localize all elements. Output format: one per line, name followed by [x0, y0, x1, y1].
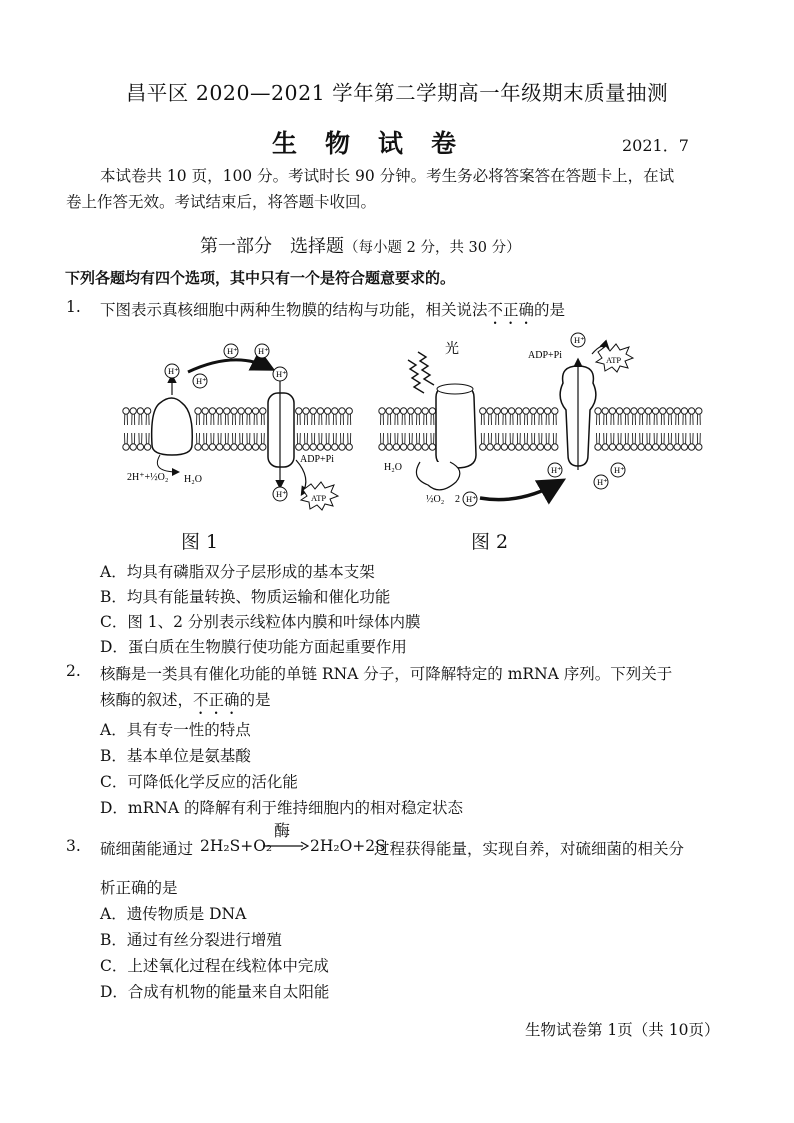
- option-d[interactable]: D．合成有机物的能量来自太阳能: [100, 983, 330, 1001]
- option-c[interactable]: C．上述氧化过程在线粒体中完成: [100, 957, 329, 975]
- question-stem-line-2: 析正确的是: [100, 879, 178, 897]
- section-note: （每小题 2 分，共 30 分）: [344, 240, 521, 256]
- question-stem-line-1: 核酶是一类具有催化功能的单链 RNA 分子，可降解特定的 mRNA 序列。下列关于: [100, 665, 673, 683]
- phospholipid: [552, 408, 558, 425]
- phospholipid: [609, 433, 615, 450]
- phospholipid: [408, 433, 414, 450]
- light-ray-icon: [408, 360, 424, 393]
- proton-markers-2: [548, 463, 625, 489]
- subject-title: 生物试卷: [272, 129, 485, 158]
- phospholipid: [537, 433, 543, 450]
- exam-title: 昌平区 2020—2021 学年第二学期高一年级期末质量抽测: [125, 81, 669, 105]
- phospholipid: [386, 433, 392, 450]
- hplus-label: H⁺: [574, 335, 585, 345]
- phospholipid: [688, 433, 694, 450]
- question-number: 2.: [66, 662, 81, 680]
- phospholipid: [137, 433, 143, 450]
- photosystem-protein: [436, 385, 476, 468]
- stem-text: 核酶的叙述，: [100, 691, 194, 709]
- phospholipid: [202, 408, 208, 425]
- phospholipid: [624, 408, 630, 425]
- atp-synthase-1: [268, 393, 294, 467]
- phospholipid: [245, 408, 251, 425]
- phospholipid: [638, 408, 644, 425]
- exam-date: 2021．7: [622, 136, 689, 155]
- hplus-label: H⁺: [227, 346, 238, 356]
- phospholipid: [260, 408, 266, 425]
- phospholipid: [195, 408, 201, 425]
- phospholipid: [616, 433, 622, 450]
- phospholipid: [422, 433, 428, 450]
- section-instruction: 下列各题均有四个选项，其中只有一个是符合题意要求的。: [65, 269, 456, 287]
- phospholipid: [324, 408, 330, 425]
- phospholipid: [400, 433, 406, 450]
- phospholipid: [209, 408, 215, 425]
- question-number: 1.: [66, 298, 81, 316]
- hplus-label: H⁺: [597, 477, 608, 487]
- phospholipid: [681, 408, 687, 425]
- phospholipid: [688, 408, 694, 425]
- option-c[interactable]: C．可降低化学反应的活化能: [100, 773, 298, 791]
- phospholipid: [324, 433, 330, 450]
- phospholipid: [523, 433, 529, 450]
- phospholipid: [660, 433, 666, 450]
- phospholipid: [209, 433, 215, 450]
- phospholipid: [487, 408, 493, 425]
- phospholipid: [624, 433, 630, 450]
- adp-pi-label-2: ADP+Pi: [528, 350, 562, 361]
- reaction-arrow-icon: [263, 840, 309, 852]
- light-label: 光: [445, 342, 459, 357]
- hplus-label: H⁺: [258, 346, 269, 356]
- phospholipid: [332, 433, 338, 450]
- intro-line-2: 卷上作答无效。考试结束后，将答题卡收回。: [66, 193, 377, 211]
- phospholipid: [393, 433, 399, 450]
- phospholipid: [346, 433, 352, 450]
- oxygen-label-2: ½O₂: [426, 494, 445, 505]
- phospholipid: [137, 408, 143, 425]
- phospholipid: [602, 433, 608, 450]
- phospholipid: [652, 433, 658, 450]
- hplus-label: H⁺: [196, 376, 207, 386]
- phospholipid: [696, 433, 702, 450]
- option-d[interactable]: D．mRNA 的降解有利于维持细胞内的相对稳定状态: [100, 799, 463, 817]
- figure-2-label: 图 2: [471, 531, 509, 553]
- hplus-label: H⁺: [168, 366, 179, 376]
- figure-1-label: 图 1: [181, 531, 219, 553]
- phospholipid: [245, 433, 251, 450]
- phospholipid: [296, 408, 302, 425]
- phospholipid: [393, 408, 399, 425]
- phospholipid: [252, 408, 258, 425]
- phospholipid: [144, 408, 150, 425]
- atp-label-1: ATP: [311, 493, 327, 503]
- phospholipid: [216, 408, 222, 425]
- option-a[interactable]: A．具有专一性的特点: [100, 721, 251, 739]
- phospholipid: [130, 433, 136, 450]
- phospholipid: [346, 408, 352, 425]
- phospholipid: [260, 433, 266, 450]
- option-a[interactable]: A．均具有磷脂双分子层形成的基本支架: [100, 563, 375, 581]
- phospholipid: [310, 433, 316, 450]
- phospholipid: [415, 433, 421, 450]
- phospholipid: [195, 433, 201, 450]
- adp-pi-label-1: ADP+Pi: [300, 454, 334, 465]
- phospholipid: [674, 433, 680, 450]
- phospholipid: [224, 433, 230, 450]
- hplus-label: H⁺: [276, 369, 287, 379]
- phospholipid: [386, 408, 392, 425]
- phospholipid: [530, 408, 536, 425]
- phospholipid: [480, 408, 486, 425]
- phospholipid: [408, 408, 414, 425]
- intro-line-1: 本试卷共 10 页，100 分。考试时长 90 分钟。考生务必将答案答在答题卡上，在试: [100, 167, 675, 185]
- stem-text-end: 的是: [239, 691, 271, 709]
- equation-left: 2H₂S+O₂: [200, 837, 273, 855]
- phospholipid: [516, 408, 522, 425]
- phospholipid: [516, 433, 522, 450]
- stem-text-end: 的是: [534, 301, 566, 319]
- phospholipid: [645, 408, 651, 425]
- phospholipid: [310, 408, 316, 425]
- phospholipid: [667, 408, 673, 425]
- phospholipid: [303, 408, 309, 425]
- phospholipid: [252, 433, 258, 450]
- phospholipid: [480, 433, 486, 450]
- water-label-1: H₂O: [184, 474, 202, 485]
- phospholipid: [487, 433, 493, 450]
- water-label-2: H₂O: [384, 462, 402, 473]
- phospholipid: [238, 433, 244, 450]
- light-ray-icon: [418, 352, 434, 385]
- phospholipid: [544, 433, 550, 450]
- phospholipid: [595, 433, 601, 450]
- phospholipid: [202, 433, 208, 450]
- option-b[interactable]: B．均具有能量转换、物质运输和催化功能: [100, 588, 391, 606]
- phospholipid: [696, 408, 702, 425]
- stem-text: 下图表示真核细胞中两种生物膜的结构与功能，相关说法: [100, 301, 488, 319]
- phospholipid: [303, 433, 309, 450]
- phospholipid: [530, 433, 536, 450]
- phospholipid: [501, 408, 507, 425]
- phospholipid: [317, 408, 323, 425]
- option-d[interactable]: D．蛋白质在生物膜行使功能方面起重要作用: [100, 638, 407, 656]
- question-number: 3.: [66, 837, 81, 855]
- hplus-label: H⁺: [614, 465, 625, 475]
- phospholipid: [238, 408, 244, 425]
- question-stem-line-2: [100, 688, 271, 718]
- phospholipid: [631, 433, 637, 450]
- membrane-diagrams: [0, 0, 794, 560]
- phospholipid: [296, 433, 302, 450]
- phospholipid: [552, 433, 558, 450]
- electron-transport-protein: [152, 398, 193, 455]
- phospholipid: [616, 408, 622, 425]
- phospholipid: [317, 433, 323, 450]
- enzyme-label: 酶: [274, 821, 291, 840]
- phospholipid: [508, 408, 514, 425]
- phospholipid: [660, 408, 666, 425]
- emphasis-text: 不正确: [487, 301, 535, 319]
- phospholipid: [415, 408, 421, 425]
- phospholipid: [429, 433, 435, 450]
- equation-right: 2H₂O+2S: [310, 837, 386, 855]
- phospholipid: [523, 408, 529, 425]
- section-title: 第一部分 选择题: [200, 236, 344, 257]
- emphasis-text: 不正确: [193, 691, 240, 709]
- phospholipid: [631, 408, 637, 425]
- question-stem-after: 过程获得能量，实现自养，对硫细菌的相关分: [374, 840, 685, 858]
- phospholipid: [123, 408, 129, 425]
- phospholipid: [638, 433, 644, 450]
- phospholipid: [429, 408, 435, 425]
- hplus-label: H⁺: [276, 489, 287, 499]
- phospholipid: [332, 408, 338, 425]
- phospholipid: [494, 408, 500, 425]
- phospholipid: [231, 433, 237, 450]
- phospholipid: [645, 433, 651, 450]
- hplus-label: H⁺: [466, 494, 477, 504]
- phospholipid: [652, 408, 658, 425]
- phospholipid: [508, 433, 514, 450]
- phospholipid: [501, 433, 507, 450]
- option-b[interactable]: B．通过有丝分裂进行增殖: [100, 931, 282, 949]
- atp-label-2: ATP: [606, 355, 622, 365]
- phospholipid: [674, 408, 680, 425]
- phospholipid: [595, 408, 601, 425]
- oxygen-evolving-complex: [416, 462, 459, 490]
- phospholipid: [339, 408, 345, 425]
- phospholipid: [144, 433, 150, 450]
- phospholipid: [379, 408, 385, 425]
- phospholipid: [602, 408, 608, 425]
- phospholipid: [400, 408, 406, 425]
- phospholipid: [130, 408, 136, 425]
- option-a[interactable]: A．遗传物质是 DNA: [100, 905, 247, 923]
- phospholipid: [494, 433, 500, 450]
- phospholipid: [422, 408, 428, 425]
- phospholipid: [609, 408, 615, 425]
- option-b[interactable]: B．基本单位是氨基酸: [100, 747, 251, 765]
- phospholipid: [339, 433, 345, 450]
- option-c[interactable]: C．图 1、2 分别表示线粒体内膜和叶绿体内膜: [100, 613, 421, 631]
- bilayer-figure-2: [379, 408, 702, 450]
- phospholipid: [224, 408, 230, 425]
- phospholipid: [231, 408, 237, 425]
- phospholipid: [544, 408, 550, 425]
- two-protons-label: 2: [455, 494, 460, 505]
- reaction-input-label: 2H⁺+½O₂: [127, 472, 169, 483]
- phospholipid: [379, 433, 385, 450]
- phospholipid: [216, 433, 222, 450]
- hplus-label: H⁺: [551, 465, 562, 475]
- page-footer: 生物试卷第 1页（共 10页）: [525, 1021, 720, 1039]
- phospholipid: [123, 433, 129, 450]
- question-stem-before: 硫细菌能通过: [100, 840, 194, 858]
- phospholipid: [681, 433, 687, 450]
- phospholipid: [667, 433, 673, 450]
- phospholipid: [537, 408, 543, 425]
